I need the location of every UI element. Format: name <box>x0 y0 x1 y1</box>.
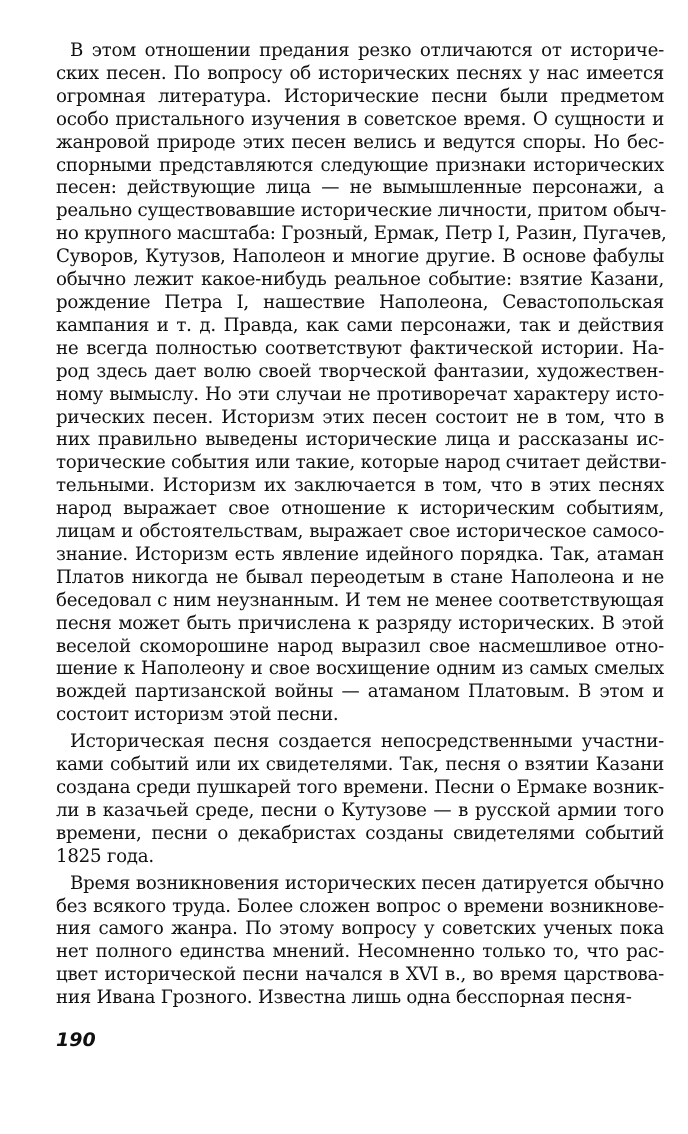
text-line: лицам и обстоятельствам, выражает свое историческое самосо- <box>56 521 664 543</box>
text-line: ния Ивана Грозного. Известна лишь одна бесспорная песня- <box>56 987 632 1009</box>
text-line: ния самого жанра. По этому вопросу у советских ученых пока <box>56 918 664 940</box>
text-line: вождей партизанской войны — атаманом Платовым. В этом и <box>56 681 664 703</box>
text-line: создана среди пушкарей того времени. Песни о Ермаке возник- <box>56 777 664 798</box>
text-line: ками событий или их свидетелями. Так, песня о взятии Казани <box>56 754 664 776</box>
text-line: Историческая песня создается непосредственными участни- <box>70 731 664 753</box>
text-line: обычно лежит какое-нибудь реальное событие: взятие Казани, <box>56 269 664 291</box>
body-text <box>56 40 667 1010</box>
text-line: торические события или такие, которые народ считает действи- <box>56 452 667 474</box>
text-line: народ выражает свое отношение к историческим событиям, <box>56 498 664 520</box>
text-line: не всегда полностью соответствуют фактической истории. На- <box>56 337 664 359</box>
text-line: огромная литература. Исторические песни были предметом <box>56 85 664 107</box>
text-line: нет полного единства мнений. Несомненно только то, что рас- <box>56 941 664 963</box>
text-line: цвет исторической песни начался в XVI в., во время царствова- <box>56 964 664 986</box>
text-line: 1825 года. <box>56 845 154 867</box>
text-line: веселой скоморошине народ выразил свое насмешливое отно- <box>56 635 664 657</box>
text-line: рических песен. Историзм этих песен состоит не в том, что в <box>56 406 664 428</box>
text-line: реально существовавшие исторические личности, притом обыч- <box>56 200 667 222</box>
text-line: Платов никогда не бывал переодетым в стане Наполеона и не <box>56 566 664 588</box>
text-line: ских песен. По вопросу об исторических песнях у нас имеется <box>56 62 664 84</box>
text-line: без всякого труда. Более сложен вопрос о времени возникнове- <box>56 895 664 917</box>
text-line: них правильно выведены исторические лица и рассказаны ис- <box>56 429 664 451</box>
text-line: знание. Историзм есть явление идейного порядка. Так, атаман <box>56 543 664 565</box>
text-line: шение к Наполеону и свое восхищение одним из самых смелых <box>56 658 664 680</box>
text-line: особо пристального изучения в советское время. О сущности и <box>56 108 664 130</box>
text-line: времени, песни о декабристах созданы свидетелями событий <box>56 822 664 844</box>
page-number: 190 <box>56 1029 96 1051</box>
text-line: рождение Петра I, нашествие Наполеона, Севастопольская <box>56 291 664 313</box>
text-line: песен: действующие лица — не вымышленные персонажи, а <box>56 177 664 199</box>
text-line: ному вымыслу. Но эти случаи не противоречат характеру исто- <box>56 383 664 405</box>
text-line: кампания и т. д. Правда, как сами персонажи, так и действия <box>56 314 664 336</box>
paragraph-2 <box>56 731 664 868</box>
text-line: состоит историзм этой песни. <box>56 704 339 726</box>
text-line: Суворов, Кутузов, Наполеон и многие другие. В основе фабулы <box>56 246 664 268</box>
text-line: В этом отношении предания резко отличаются от историче- <box>70 40 664 61</box>
text-line: тельными. Историзм их заключается в том, что в этих песнях <box>56 475 664 497</box>
text-line: ли в казачьей среде, песни о Кутузове — в русской армии того <box>56 799 664 821</box>
text-line: спорными представляются следующие признаки исторических <box>56 154 664 176</box>
text-line: род здесь дает волю своей творческой фантазии, художествен- <box>56 360 664 382</box>
text-line: беседовал с ним неузнанным. И тем не менее соответствующая <box>56 589 664 611</box>
text-line: но крупного масштаба: Грозный, Ермак, Петр I, Разин, Пугачев, <box>56 223 667 245</box>
text-line: Время возникновения исторических песен датируется обычно <box>70 872 664 894</box>
text-line: песня может быть причислена к разряду исторических. В этой <box>56 612 664 634</box>
paragraph-1 <box>56 40 667 727</box>
text-line: жанровой природе этих песен велись и ведутся споры. Но бес- <box>56 131 664 153</box>
paragraph-3 <box>56 873 664 1010</box>
